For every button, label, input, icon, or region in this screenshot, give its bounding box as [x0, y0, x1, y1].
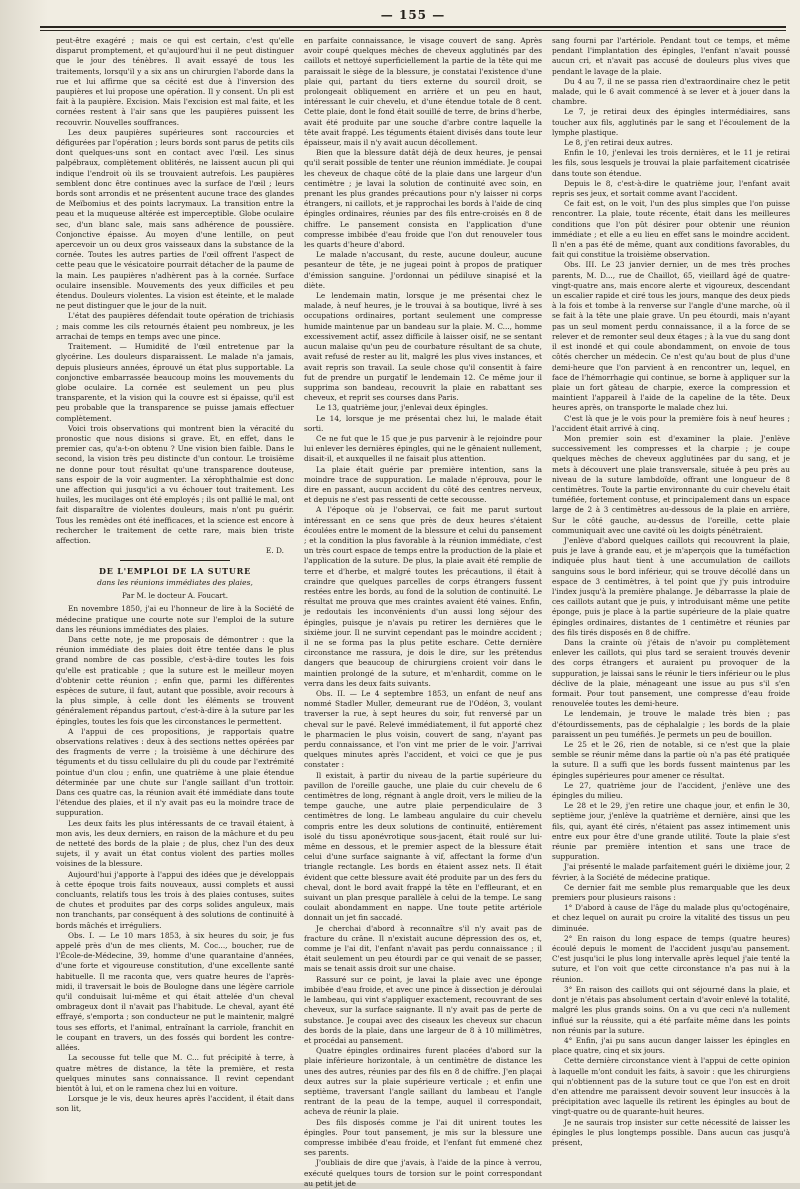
paragraph: J'ai présenté le malade parfaitement guéri le dixième jour, 2 février, à la Société de médecine pratique. — [552, 862, 790, 882]
header-rule-thick — [40, 26, 786, 28]
paragraph: Traitement. — Humidité de l'œil entretenue par la glycérine. Les douleurs disparaissent. Le malade n'a jamais, depuis plusieurs années, éprouvé un état plus supportable. La conjonctive embarrassée beaucoup moins les mouvements du globe oculaire. La cornée est seulement un peu plus transparente, et la vision qui la couvre est si épaisse, qu'il est peu probable que la transparence se puisse jamais effectuer complètement. — [56, 342, 294, 423]
paragraph: Bien que la blessure datât déjà de deux heures, je pensai qu'il serait possible de tenter une réunion immédiate. Je coupai les cheveux de chaque côté de la plaie dans une largeur d'un centimètre ; je lavai la solution de continuité avec soin, en prenant les plus grandes précautions pour n'y laisser ni corps étrangers, ni caillots, et je rapprochai les bords à l'aide de cinq épingles ordinaires, réunies par des fils entre-croisés en 8 de chiffre. Le pansement consista en l'application d'une compresse imbibée d'eau froide que l'on dut renouveler tous les quarts d'heure d'abord. — [304, 148, 542, 250]
paragraph: Ce fait est, on le voit, l'un des plus simples que l'on puisse rencontrer. La plaie, toute récente, était dans les meilleures conditions que l'on pût désirer pour obtenir une réunion immédiate ; et elle a eu lieu en effet sans le moindre accident. Il n'en a pas été de même, quant aux conditions favorables, du fait qui constitue la troisième observation. — [552, 199, 790, 260]
paragraph: Le 14, lorsque je me présentai chez lui, le malade était sorti. — [304, 413, 542, 433]
article-title: DE L'EMPLOI DE LA SUTURE — [98, 566, 252, 577]
column-middle — [304, 36, 542, 1188]
paragraph: Le 7, je retirai deux des épingles intermédiaires, sans toucher aux fils, agglutinés par le sang et l'écoulement de la lymphe plastique. — [552, 107, 790, 137]
paragraph: en parfaite connaissance, le visage couvert de sang. Après avoir coupé quelques mèches de cheveux agglutinés par des caillots et nettoyé superficiellement la partie de la tête qui me paraissait le siège de la blessure, je constatai l'existence d'une plaie qui, partant du tiers externe du sourcil droit, se prolongeait obliquement en arrière et un peu en haut, intéressant le cuir chevelu, et d'une étendue totale de 8 cent. Cette plaie, dont le fond était souillé de terre, de brins d'herbe, avait été produite par une souche d'arbre contre laquelle la tête avait frappé. Les téguments étaient divisés dans toute leur épaisseur, mais il n'y avait aucun décollement. — [304, 36, 542, 148]
paragraph: Lorsque je le vis, deux heures après l'accident, il était dans son lit, — [56, 1094, 294, 1114]
page-number: — 155 — — [380, 8, 446, 22]
paragraph: La plaie était guérie par première intention, sans la moindre trace de suppuration. Le malade n'éprouva, pour le dire en passant, aucun accident du côté des centres nerveux, et depuis ne s'est pas ressenti de cette secousse. — [304, 464, 542, 505]
signature: E. D. — [265, 546, 284, 556]
paragraph: Le 28 et le 29, j'en retire une chaque jour, et enfin le 30, septième jour, j'enlève la quatrième et dernière, ainsi que les fils, qui, ayant été cirés, n'étaient pas assez intimement unis entre eux pour être d'une grande utilité. Toute la plaie s'est réunie par première intention et sans une trace de suppuration. — [552, 801, 790, 862]
paragraph: Les deux faits les plus intéressants de ce travail étaient, à mon avis, les deux derniers, en raison de la mâchure et du peu de netteté des bords de la plaie ; de plus, chez l'un des deux sujets, il y avait un état contus violent des parties molles voisines de la blessure. — [56, 818, 294, 869]
article-author: Par M. le docteur A. Foucart. — [122, 591, 228, 601]
paragraph: Quatre épingles ordinaires furent placées d'abord sur la plaie inférieure horizontale, à un centimètre de distance les unes des autres, réunies par des fils en 8 de chiffre. J'en plaçai deux autres sur la plaie supérieure verticale ; et enfin une septième, traversant l'angle saillant du lambeau et l'angle rentrant de la peau de la tempe, auquel il correspondait, acheva de réunir la plaie. — [304, 1046, 542, 1117]
column-right — [552, 36, 790, 1177]
paragraph: J'oubliais de dire que j'avais, à l'aide de la pince à verrou, exécuté quelques tours de torsion sur le point correspondant au petit jet de — [304, 1158, 542, 1188]
paragraph: peut-être exagéré ; mais ce qui est certain, c'est qu'elle disparut promptement, et qu'aujourd'hui il ne peut distinguer que le jour des ténèbres. Il avait essayé de tous les traitements, lorsqu'il y a six ans un chirurgien l'aborde dans la rue et lui affirme que sa cécité est due à l'inversion des paupières et lui propose une opération. Il y consent. Un pli est fait à la paupière. Excision. Mais l'excision est mal faite, et les cornées restent à l'air sans que les paupières puissent les recouvrir. Nouvelles souffrances. — [56, 36, 294, 127]
paragraph: Dans la crainte où j'étais de n'avoir pu complètement enlever les caillots, qui plus tard se seraient trouvés devenir des corps étrangers et auraient pu provoquer de la suppuration, je laissai sans le réunir le tiers inférieur ou le plus déclive de la plaie, ménageant une issue au pus s'il s'en formait. Pour tout pansement, une compresse d'eau froide renouvelée toutes les demi-heure. — [552, 637, 790, 709]
paragraph: Cette dernière circonstance vient à l'appui de cette opinion à laquelle m'ont conduit les faits, à savoir : que les chirurgiens qui n'obtiennent pas de la suture tout ce que l'on est en droit d'en attendre me paraissent devoir souvent leur insuccès à la précipitation avec laquelle ils retirent les épingles au bout de vingt-quatre ou de quarante-huit heures. — [552, 1056, 790, 1117]
paragraph: Dans cette note, je me proposais de démontrer : que la réunion immédiate des plaies doit être tentée dans le plus grand nombre de cas possible, c'est-à-dire toutes les fois qu'elle est praticable ; que la suture est le meilleur moyen d'obtenir cette réunion ; enfin que, parmi les différentes espèces de suture, il faut, autant que possible, avoir recours à la plus simple, à celle dont les éléments se trouvent généralement répandus partout, c'est-à-dire à la suture par les épingles, toutes les fois que les circonstances le permettent. — [56, 634, 294, 726]
paragraph: Mon premier soin est d'examiner la plaie. J'enlève successivement les compresses et la charpie ; je coupe quelques mèches de cheveux agglutinées par du sang, et je mets à découvert une plaie transversale, située à peu près au niveau de la suture lambdoïde, offrant une longueur de 8 centimètres. Toute la partie environnante du cuir chevelu était tuméfiée, fortement contuse, et principalement dans un espace large de 2 à 3 centimètres au-dessous de la plaie en arrière, Sur le côté gauche, au-dessus de l'oreille, cette plaie communiquait avec une cavité où les doigts pénétraient. — [552, 433, 790, 535]
heading-rule — [120, 560, 230, 561]
paragraph: Obs. II. — Le 4 septembre 1853, un enfant de neuf ans nommé Stadler Muller, demeurant rue de l'Odéon, 3, voulant traverser la rue, à sept heures du soir, fut renversé par un cheval sur le pavé. Relevé immédiatement, il fut apporté chez le pharmacien le plus voisin, couvert de sang, n'ayant pas perdu connaissance, et l'on vint me prier de le voir. J'arrivai quelques minutes après l'accident, et voici ce que je pus constater : — [304, 689, 542, 770]
paragraph: 2° En raison du long espace de temps (quatre heures) écoulé depuis le moment de l'accident jusqu'au pansement. C'est jusqu'ici le plus long intervalle après lequel j'aie tenté la suture, et l'on voit que cette circonstance n'a pas nui à la réunion. — [552, 933, 790, 984]
paragraph: Le 27, quatrième jour de l'accident, j'enlève une des épingles du milieu. — [552, 780, 790, 801]
paragraph: Je ne saurais trop insister sur cette nécessité de laisser les épingles le plus longtemps possible. Dans aucun cas jusqu'à présent, — [552, 1117, 790, 1147]
paragraph: Le lendemain matin, lorsque je me présentai chez le malade, à neuf heures, je le trouvai à sa boutique, livré à ses occupations ordinaires, portant seulement une compresse humide maintenue par un bandeau sur la plaie. M. C..., homme excessivement actif, assez difficile à laisser oisif, ne se sentant aucun malaise qu'un peu de courbature résultant de sa chute, avait refusé de rester au lit, malgré les plus vives instances, et avait repris son travail. La seule chose qu'il consentit à faire fut de prendre un purgatif le lendemain 12. Ce même jour il supprima son bandeau, recouvrit la plaie en rabattant ses cheveux, et reprit ses courses dans Paris. — [304, 291, 542, 403]
paragraph: Rassuré sur ce point, je lavai la plaie avec une éponge imbibée d'eau froide, et avec une pince à dissection je déroulai le lambeau, qui vint s'appliquer exactement, recouvrant de ses cheveux, sur la surface saignante. Il n'y avait pas de perte de substance. Je coupai avec des ciseaux les cheveux sur chacun des bords de la plaie, dans une largeur de 8 à 10 millimètres, et procédai au pansement. — [304, 974, 542, 1045]
paragraph: sang fourni par l'artériole. Pendant tout ce temps, et même pendant l'implantation des épingles, l'enfant n'avait poussé aucun cri, et n'avait pas accusé de douleurs plus vives que pendant le lavage de la plaie. — [552, 36, 790, 76]
text-columns — [56, 36, 790, 1188]
paragraph: En novembre 1850, j'ai eu l'honneur de lire à la Société de médecine pratique une courte note sur l'emploi de la suture dans les réunions immédiates des plaies. — [56, 604, 294, 634]
paragraph: Les deux paupières supérieures sont raccourcies et défigurées par l'opération ; leurs bords sont parus de petits cils dont quelques-uns sont en contact avec l'œil. Les sinus palpébraux, complètement oblitérés, ne laissent aucun pli qui indique l'endroit où ils se trouvaient autrefois. Les paupières semblent donc être continues avec la surface de l'œil ; leurs bords sont arrondis et ne présentent aucune trace des glandes de Meïbomius et des points lacrymaux. La transition entre la peau et la muqueuse altérée est imperceptible. Globe oculaire sec, d'un blanc sale, mais sans adhérence de poussière. Conjonctive épaisse. Au moyen d'une lentille, on peut apercevoir un ou deux gros vaisseaux dans la substance de la cornée. Toutes les autres parties de l'œil offrent l'aspect de cette peau que le vésicatoire pourrait détacher de la paume de la main. Les paupières n'adhèrent pas à la cornée. Surface oculaire insensible. Mouvements des yeux difficiles et peu étendus. Douleurs violentes. La vision est éteinte, et le malade ne peut distinguer que le jour de la nuit. — [56, 127, 294, 311]
scan-shadow — [0, 0, 48, 1183]
paragraph: Obs. III. Le 23 janvier dernier, un de mes très proches parents, M. D..., rue de Chaillot, 65, vieillard âgé de quatre-vingt-quatre ans, mais encore alerte et vigoureux, descendant un escalier rapide et ciré tous les jours, manque des deux pieds à la fois et tombe à la renverse sur l'angle d'une marche, où il se fait à la tête une plaie grave. Un peu étourdi, mais n'ayant pas un seul moment perdu connaissance, il a la force de se relever et de remonter seul deux étages ; à la vue du sang dont il est inondé et qui coule abondamment, on envoie de tous côtés chercher un médecin. Ce n'est qu'au bout de plus d'une demi-heure que l'on parvient à en rencontrer un, lequel, en face de l'hémorrhagie qui continue, se borne à appliquer sur la plaie un fort gâteau de charpie, exerce la compression et maintient l'appareil à l'aide de la capeline de la tête. Deux heures après, on transporte le malade chez lui. — [552, 260, 790, 413]
paragraph: A l'époque où je l'observai, ce fait me parut surtout intéressant en ce sens que près de deux heures s'étaient écoulées entre le moment de la blessure et celui du pansement ; et la condition la plus favorable à la réunion immédiate, c'est un très court espace de temps entre la production de la plaie et l'application de la suture. De plus, la plaie avait été remplie de terre et d'herbe, et malgré toutes les précautions, il était à craindre que quelques parcelles de corps étrangers fussent restées entre les bords, au fond de la solution de continuité. Le résultat me prouva que mes craintes avaient été vaines. Enfin, je redoutais les inconvénients d'un aussi long séjour des épingles, puisque je n'avais pu retirer les dernières que le sixième jour. Il ne survint cependant pas le moindre accident ; il ne se forma pas la plus petite eschare. Cette dernière circonstance me rassura, je dois le dire, sur les prétendus dangers que beaucoup de chirurgiens croient voir dans le maintien prolongé de la suture, et m'enhardit, comme on le verra dans les deux faits suivants. — [304, 505, 542, 688]
column-left — [56, 36, 294, 1177]
paragraph: 1° D'abord à cause de l'âge du malade plus qu'octogénaire, et chez lequel on aurait pu croire la vitalité des tissus un peu diminuée. — [552, 903, 790, 933]
paragraph: Il existait, à partir du niveau de la partie supérieure du pavillon de l'oreille gauche, une plaie du cuir chevelu de 6 centimètres de long, régnant à angle droit, vers le milieu de la tempe gauche, une autre plaie perpendiculaire de 3 centimètres de long. Le lambeau angulaire du cuir chevelu compris entre les deux solutions de continuité, entièrement isolé du tissu aponévrotique sous-jacent, était roulé sur lui-même en dessous, et le premier aspect de la blessure était celui d'une surface saignante à vif, affectant la forme d'un triangle rectangle. Les bords en étaient assez nets. Il était évident que cette blessure avait été produite par un des fers du cheval, dont le bord avait frappé la tête en l'effleurant, et en suivant un plan presque parallèle à celui de la tempe. Le sang coulait abondamment en nappe. Une toute petite artériole donnait un jet fin saccadé. — [304, 770, 542, 923]
paragraph: Je cherchai d'abord à reconnaître s'il n'y avait pas de fracture du crâne. Il n'existait aucune dépression des os, et, comme je l'ai dit, l'enfant n'avait pas perdu connaissance ; il était seulement un peu étourdi par ce qui venait de se passer, mais se tenait assis droit sur une chaise. — [304, 923, 542, 974]
paragraph: Du 4 au 7, il ne se passa rien d'extraordinaire chez le petit malade, qui le 6 avait commencé à se lever et à jouer dans la chambre. — [552, 76, 790, 107]
paragraph: L'état des paupières défendait toute opération de trichiasis ; mais comme les cils retournés étaient peu nombreux, je les arrachai de temps en temps avec une pince. — [56, 311, 294, 341]
paragraph: Voici trois observations qui montrent bien la véracité du pronostic que nous disions si grave. Et, en effet, dans le premier cas, qu'a-t-on obtenu ? Une vision bien faible. Dans le second, la vision très peu distincte d'un contour. Le troisième ne donne pour tout résultat qu'une transparence douteuse, sans espoir de la voir augmenter. La xérophthalmie est donc une affection qui jusqu'ici a vu échouer tout traitement. Les huiles, les mucilages ont été employés ; ils ont pallié le mal, ont fait disparaître de violentes douleurs, mais n'ont pu guérir. Tous les remèdes ont été inefficaces, et la science est encore à rechercher le traitement de cette rare, mais bien triste affection. — [56, 423, 294, 545]
paragraph: Le lendemain, je trouve le malade très bien ; pas d'étourdissements, pas de céphalalgie ; les bords de la plaie paraissent un peu tuméfiés. Je permets un peu de bouillon. — [552, 709, 790, 739]
paragraph: Depuis le 8, c'est-à-dire le quatrième jour, l'enfant avait repris ses jeux, et sortait comme avant l'accident. — [552, 178, 790, 199]
paragraph: A l'appui de ces propositions, je rapportais quatre observations relatives : deux à des sections nettes opérées par des fragments de verre ; la troisième à une déchirure des téguments et du tissu cellulaire du pli du coude par l'extrémité pointue d'un clou ; enfin, une quatrième à une plaie étendue déterminée par une chute sur l'angle saillant d'un trottoir. Dans ces quatre cas, la réunion avait été immédiate dans toute l'étendue des plaies, et il n'y avait pas eu la moindre trace de suppuration. — [56, 726, 294, 818]
paragraph: C'est là que je le vois pour la première fois à neuf heures ; l'accident était arrivé à cinq. — [552, 413, 790, 433]
paragraph: Le 13, quatrième jour, j'enlevai deux épingles. — [316, 403, 489, 413]
paragraph: Ce dernier fait me semble plus remarquable que les deux premiers pour plusieurs raisons : — [552, 882, 790, 903]
header-rule-thin — [40, 30, 786, 31]
paragraph: Le 25 et le 26, rien de notable, si ce n'est que la plaie semble se réunir même dans la partie où n'a pas été pratiquée la suture. Il a suffi que les bords fussent maintenus par les épingles supérieures pour amener ce résultat. — [552, 740, 790, 780]
paragraph: La secousse fut telle que M. C... fut précipité à terre, à quatre mètres de distance, la tête la première, et resta quelques minutes sans connaissance. Il revint cependant bientôt à lui, et on le ramena chez lui en voiture. — [56, 1053, 294, 1093]
page-header — [40, 4, 786, 26]
paragraph: Obs. I. — Le 10 mars 1853, à six heures du soir, je fus appelé près d'un de mes clients, M. Coc..., boucher, rue de l'École-de-Médecine, 39, homme d'une quarantaine d'années, d'une forte et vigoureuse constitution, d'une excellente santé habituelle. Il me raconta que, vers quatre heures de l'après-midi, il traversait le bois de Boulogne dans une légère carriole qu'il conduisait lui-même et qui était attelée d'un cheval ombrageux dont il n'avait pas l'habitude. Le cheval, ayant été effrayé, s'emporta ; son conducteur ne put le maintenir, malgré tous ses efforts, et l'animal, entraînant la carriole, franchit en le coupant en travers, un des fossés qui bordent les contre-allées. — [56, 930, 294, 1053]
paragraph: 4° Enfin, j'ai pu sans aucun danger laisser les épingles en place quatre, cinq et six jours. — [552, 1035, 790, 1056]
paragraph: 3° En raison des caillots qui ont séjourné dans la plaie, et dont je n'étais pas absolument certain d'avoir enlevé la totalité, malgré les plus grands soins. On a vu que ceci n'a nullement influé sur la réussite, qui a été parfaite même dans les points non réunis par la suture. — [552, 984, 790, 1035]
paragraph: Des fils disposés comme je l'ai dit unirent toutes les épingles. Pour tout pansement, je mis sur la blessure une compresse imbibée d'eau froide, et l'enfant fut emmené chez ses parents. — [304, 1117, 542, 1158]
paragraph: Le 8, j'en retirai deux autres. — [564, 138, 673, 148]
article-subtitle: dans les réunions immédiates des plaies, — [97, 578, 253, 588]
paragraph: Le malade n'accusant, du reste, aucune douleur, aucune pesanteur de tête, je ne jugeai point à propos de pratiquer d'émission sanguine. J'ordonnai un pédiluve sinapisé et la diète. — [304, 250, 542, 290]
paragraph: Ce ne fut que le 15 que je pus parvenir à le rejoindre pour lui enlever les dernières épingles, qui ne le gênaient nullement, disait-il, et auxquelles il ne faisait plus attention. — [304, 433, 542, 464]
article-heading — [56, 560, 294, 601]
paragraph: J'enlève d'abord quelques caillots qui recouvrent la plaie, puis je lave à grande eau, et je m'aperçois que la tuméfaction indiquée plus haut tient à une accumulation de caillots sanguins sous le bord inférieur, qui se trouve décollé dans un espace de 3 centimètres, à tel point que j'y puis introduire l'index jusqu'à la première phalange. Je débarrasse la plaie de ces caillots autant que je puis, y introduisant même une petite éponge, puis je place à la partie supérieure de la plaie quatre épingles ordinaires, distantes de 1 centimètre et réunies par des fils tirés disposés en 8 de chiffre. — [552, 535, 790, 637]
paragraph: Enfin le 10, j'enlevai les trois dernières, et le 11 je retirai les fils, sous lesquels je trouvai la plaie parfaitement cicatrisée dans toute son étendue. — [552, 148, 790, 178]
paragraph: Aujourd'hui j'apporte à l'appui des idées que je développais à cette époque trois faits nouveaux, aussi complets et aussi concluants, relatifs tous les trois à des plaies contuses, suites de chutes et produites par des corps solides anguleux, mais non tranchants, par conséquent à des solutions de continuité à bords mâchés et irréguliers. — [56, 869, 294, 930]
